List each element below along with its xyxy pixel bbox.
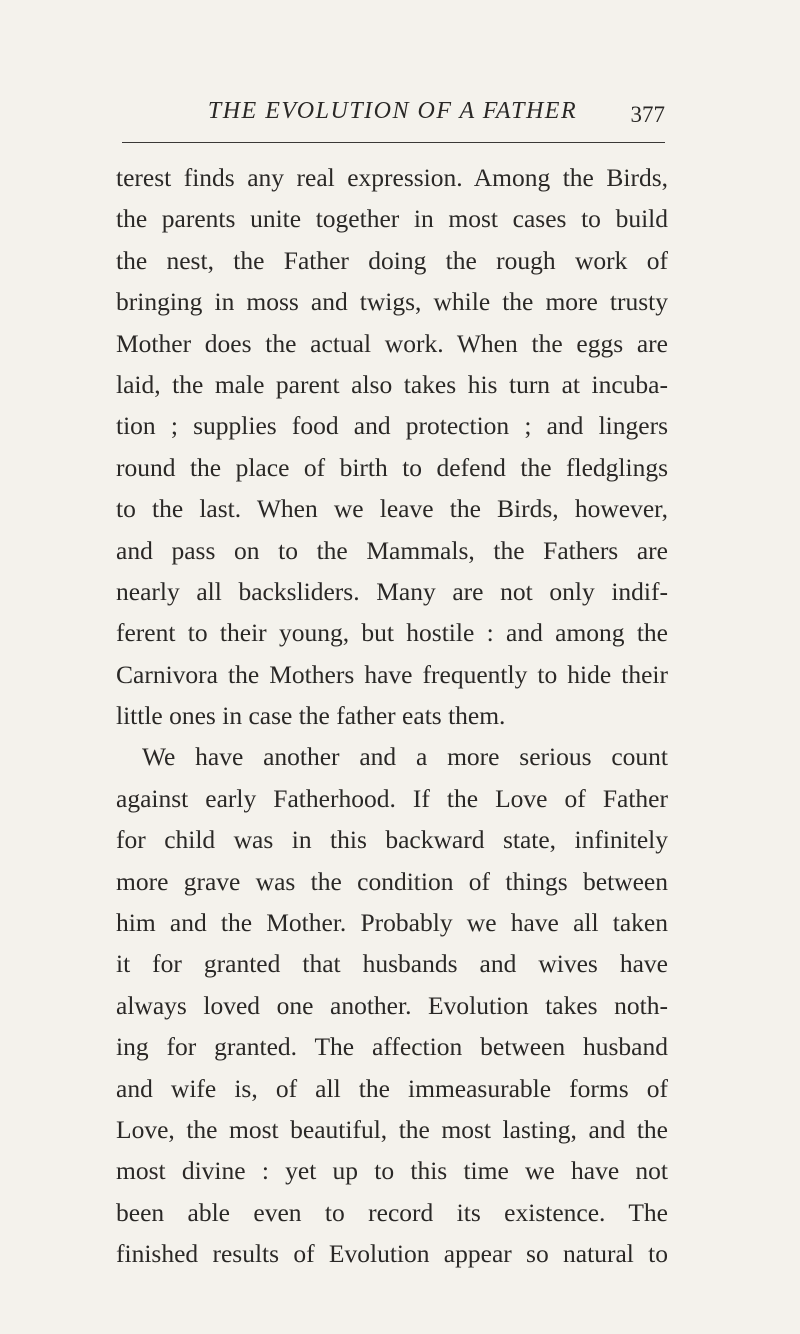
text-line: Mother does the actual work. When the eggs are [116, 328, 668, 358]
text-line: ferent to their young, but hostile : and among the [116, 618, 668, 648]
text-line: round the place of birth to defend the fledglings [116, 452, 668, 482]
text-line: it for granted that husbands and wives have [116, 949, 668, 979]
text-line: and wife is, of all the immeasurable forms of [116, 1073, 668, 1103]
text-line: Love, the most beautiful, the most lasting, and the [116, 1114, 668, 1144]
text-line: bringing in moss and twigs, while the more trusty [116, 287, 668, 317]
text-line: finished results of Evolution appear so natural to [116, 1239, 668, 1269]
text-line: always loved one another. Evolution takes noth- [116, 990, 668, 1020]
text-line: nearly all backsliders. Many are not only indif- [116, 576, 668, 606]
paragraph-last-line: little ones in case the father eats them. [116, 701, 506, 731]
text-line: him and the Mother. Probably we have all taken [116, 908, 668, 938]
text-line: ing for granted. The affection between husband [116, 1032, 668, 1062]
text-line: laid, the male parent also takes his turn at incuba- [116, 369, 668, 399]
page-number: 377 [630, 102, 665, 127]
text-line: to the last. When we leave the Birds, however, [116, 494, 668, 524]
text-line: Carnivora the Mothers have frequently to hide their [116, 659, 668, 689]
text-line: and pass on to the Mammals, the Fathers are [116, 535, 668, 565]
body-text [116, 157, 668, 1275]
text-line: tion ; supplies food and protection ; and lingers [116, 411, 668, 441]
text-line: most divine : yet up to this time we have not [116, 1156, 668, 1186]
text-line: been able even to record its existence. The [116, 1197, 668, 1227]
text-line: against early Fatherhood. If the Love of Father [116, 783, 668, 813]
header-rule [122, 142, 665, 143]
text-line: more grave was the condition of things between [116, 866, 668, 896]
text-line: the parents unite together in most cases to build [116, 204, 668, 234]
text-line: the nest, the Father doing the rough work of [116, 245, 668, 275]
running-title: THE EVOLUTION OF A FATHER [207, 98, 578, 124]
running-head [120, 96, 665, 136]
text-line: for child was in this backward state, infinitely [116, 825, 668, 855]
text-line: terest finds any real expression. Among the Birds, [116, 163, 668, 192]
paragraph-first-line: We have another and a more serious count [142, 742, 668, 772]
